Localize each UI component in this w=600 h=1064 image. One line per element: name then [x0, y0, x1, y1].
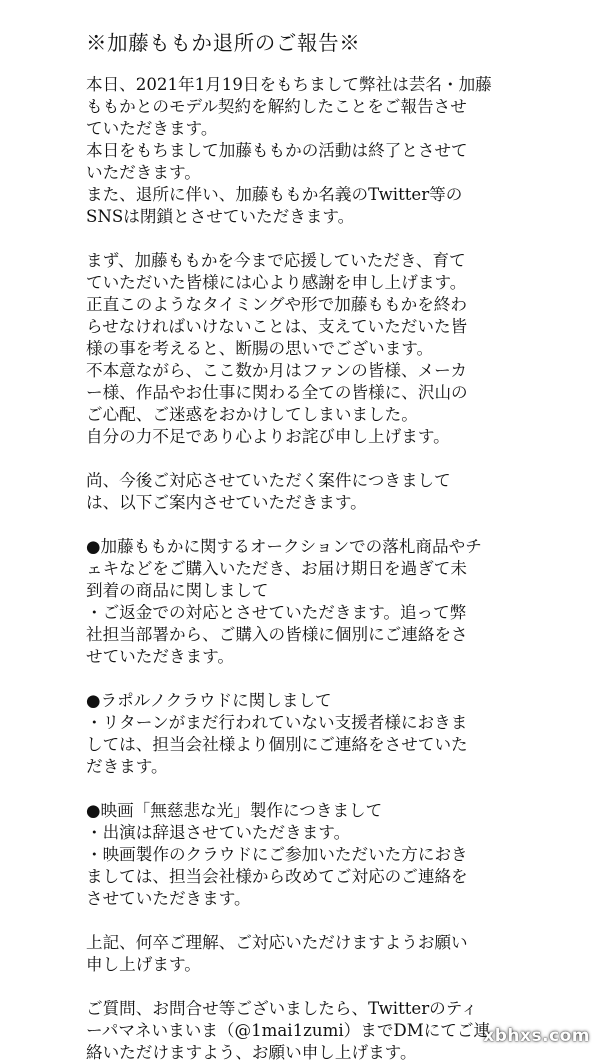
body-line: だきます。: [86, 757, 168, 776]
body-line: 上記、何卒ご理解、ご対応いただけますようお願い: [86, 933, 468, 952]
body-line: ーパマネいまいま（@1mai1zumi）までDMにてご連: [86, 1021, 491, 1040]
body-line: 絡いただけますよう、お願い申し上げます。: [86, 1043, 417, 1062]
body-line: 本日をもちまして加藤ももかの活動は終了とさせて: [86, 141, 468, 160]
body-line: ていただいた皆様には心より感謝を申し上げます。: [86, 273, 467, 292]
body-line: ていただきます。: [86, 119, 218, 138]
body-line: 不本意ながら、ここ数か月はファンの皆様、メーカ: [86, 361, 467, 380]
body-line: ご質問、お問合せ等ございましたら、Twitterのティ: [86, 999, 478, 1018]
body-line: ・ご返金での対応とさせていただきます。追って弊: [86, 603, 467, 622]
document-title: ※加藤ももか退所のご報告※: [86, 31, 361, 55]
body-line: ましては、担当会社様から改めてご対応のご連絡を: [86, 867, 468, 886]
body-line: 申し上げます。: [86, 955, 201, 974]
body-line: 正直このようなタイミングや形で加藤ももかを終わ: [86, 295, 467, 314]
body-line: 到着の商品に関しまして: [86, 581, 269, 600]
body-line: 社担当部署から、ご購入の皆様に個別にご連絡をさ: [86, 625, 468, 644]
body-line: ご心配、ご迷惑をおかけしてしまいました。: [86, 405, 418, 424]
body-line: ェキなどをご購入いただき、お届け期日を過ぎて未: [86, 559, 467, 578]
body-line: ・映画製作のクラウドにご参加いただいた方におき: [86, 845, 468, 864]
body-line: らせなければいけないことは、支えていただいた皆: [86, 317, 468, 336]
body-line: いただきます。: [86, 163, 201, 182]
body-line: せていただきます。: [86, 647, 235, 666]
body-line: ●ラポルノクラウドに関しまして: [86, 691, 332, 710]
body-line: ・出演は辞退させていただきます。: [86, 823, 351, 842]
body-line: まず、加藤ももかを今まで応援していただき、育て: [86, 251, 466, 270]
body-line: SNSは閉鎖とさせていただきます。: [86, 207, 355, 226]
body-line: 本日、2021年1月19日をもちまして弊社は芸名・加藤: [86, 75, 492, 94]
body-line: しては、担当会社様より個別にご連絡をさせていた: [86, 735, 468, 754]
body-line: ●映画「無慈悲な光」製作につきまして: [86, 801, 383, 820]
body-line: 尚、今後ご対応させていただく案件につきまして: [86, 471, 451, 490]
watermark: xbhxs.com: [483, 1026, 590, 1046]
body-line: させていただきます。: [86, 889, 251, 908]
body-line: 自分の力不足であり心よりお詫び申し上げます。: [86, 427, 450, 446]
body-line: 様の事を考えると、断腸の思いでございます。: [86, 339, 434, 358]
body-line: ・リターンがまだ行われていない支援者様におきま: [86, 713, 468, 732]
body-line: ももかとのモデル契約を解約したことをご報告させ: [86, 97, 467, 116]
body-line: また、退所に伴い、加藤ももか名義のTwitter等の: [86, 185, 463, 204]
body-line: ー様、作品やお仕事に関わる全ての皆様に、沢山の: [86, 383, 468, 402]
body-line: ●加藤ももかに関するオークションでの落札商品やチ: [86, 537, 482, 556]
body-line: は、以下ご案内させていただきます。: [86, 493, 367, 512]
